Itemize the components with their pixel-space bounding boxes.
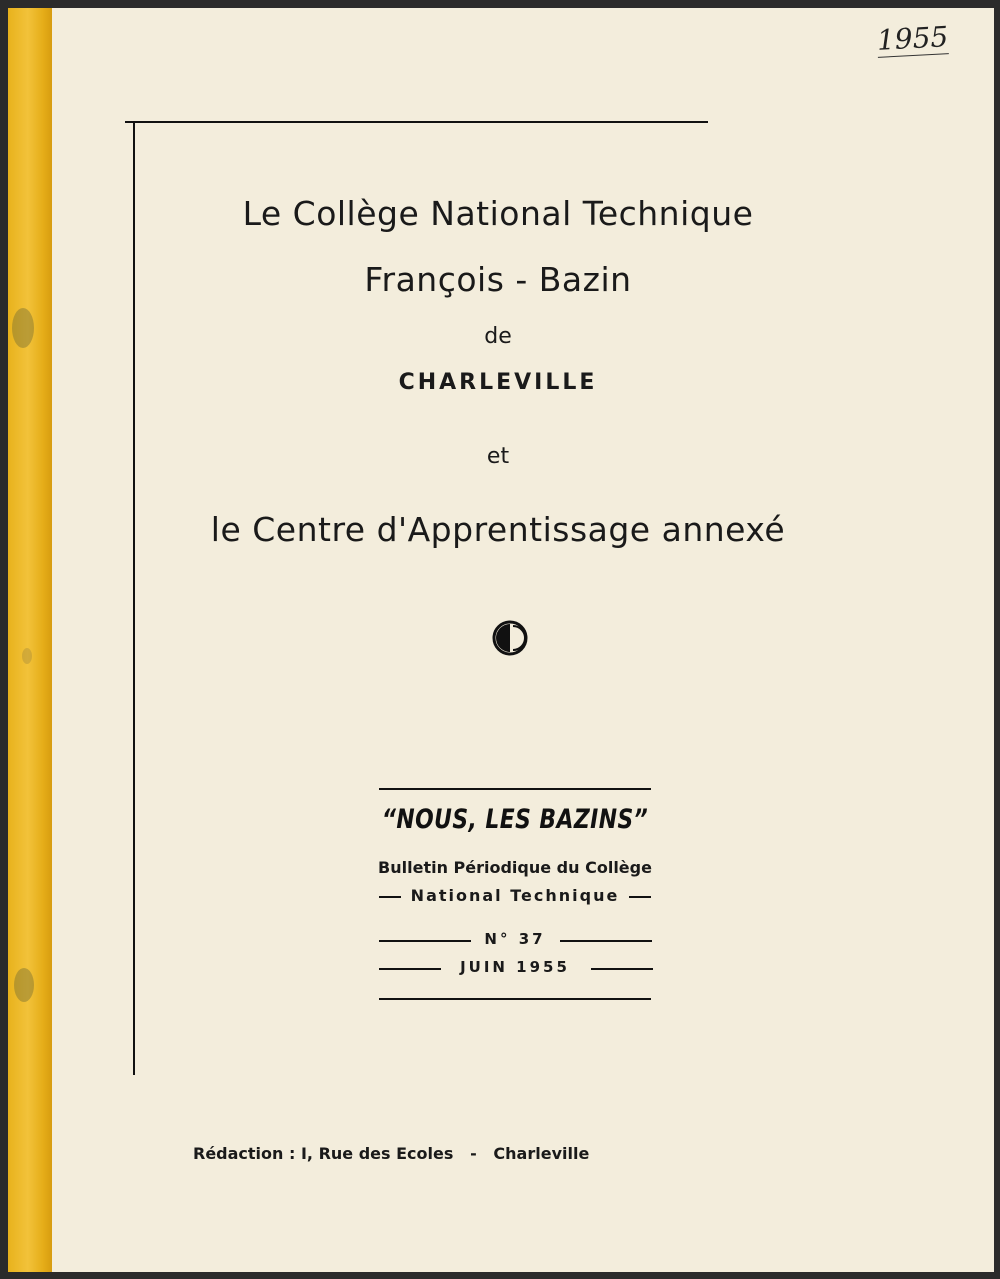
title-line-3: le Centre d'Apprentissage annexé: [210, 510, 786, 549]
handwritten-year-note: 1955: [875, 20, 949, 57]
title-line-2: François - Bazin: [364, 260, 632, 299]
bulletin-subtitle-2: National Technique: [410, 886, 620, 905]
bulletin-name: “NOUS, LES BAZINS”: [381, 804, 649, 835]
dash-right: [560, 940, 652, 942]
binding-tape: [8, 8, 52, 1272]
dash-right: [591, 968, 653, 970]
issue-date: JUIN 1955: [460, 958, 570, 976]
bulletin-bottom-rule: [379, 998, 651, 1000]
bulletin-subtitle-1: Bulletin Périodique du Collège: [378, 858, 652, 877]
connector-et: et: [486, 444, 510, 469]
city-name: CHARLEVILLE: [398, 370, 598, 395]
document-page: [8, 8, 994, 1272]
connector-de: de: [484, 324, 512, 349]
frame-left-border: [133, 121, 135, 1075]
issue-number: N° 37: [484, 930, 546, 948]
dash-right: [629, 896, 651, 898]
tape-stain: [22, 648, 32, 664]
circle-emblem-icon: [492, 620, 528, 656]
footer-address: Rédaction : I, Rue des Ecoles - Charleville: [193, 1144, 590, 1163]
dash-left: [379, 940, 471, 942]
frame-top-border: [125, 121, 708, 123]
tape-stain: [12, 308, 34, 348]
title-line-1: Le Collège National Technique: [242, 194, 754, 233]
tape-stain: [14, 968, 34, 1002]
bulletin-top-rule: [379, 788, 651, 790]
dash-left: [379, 968, 441, 970]
